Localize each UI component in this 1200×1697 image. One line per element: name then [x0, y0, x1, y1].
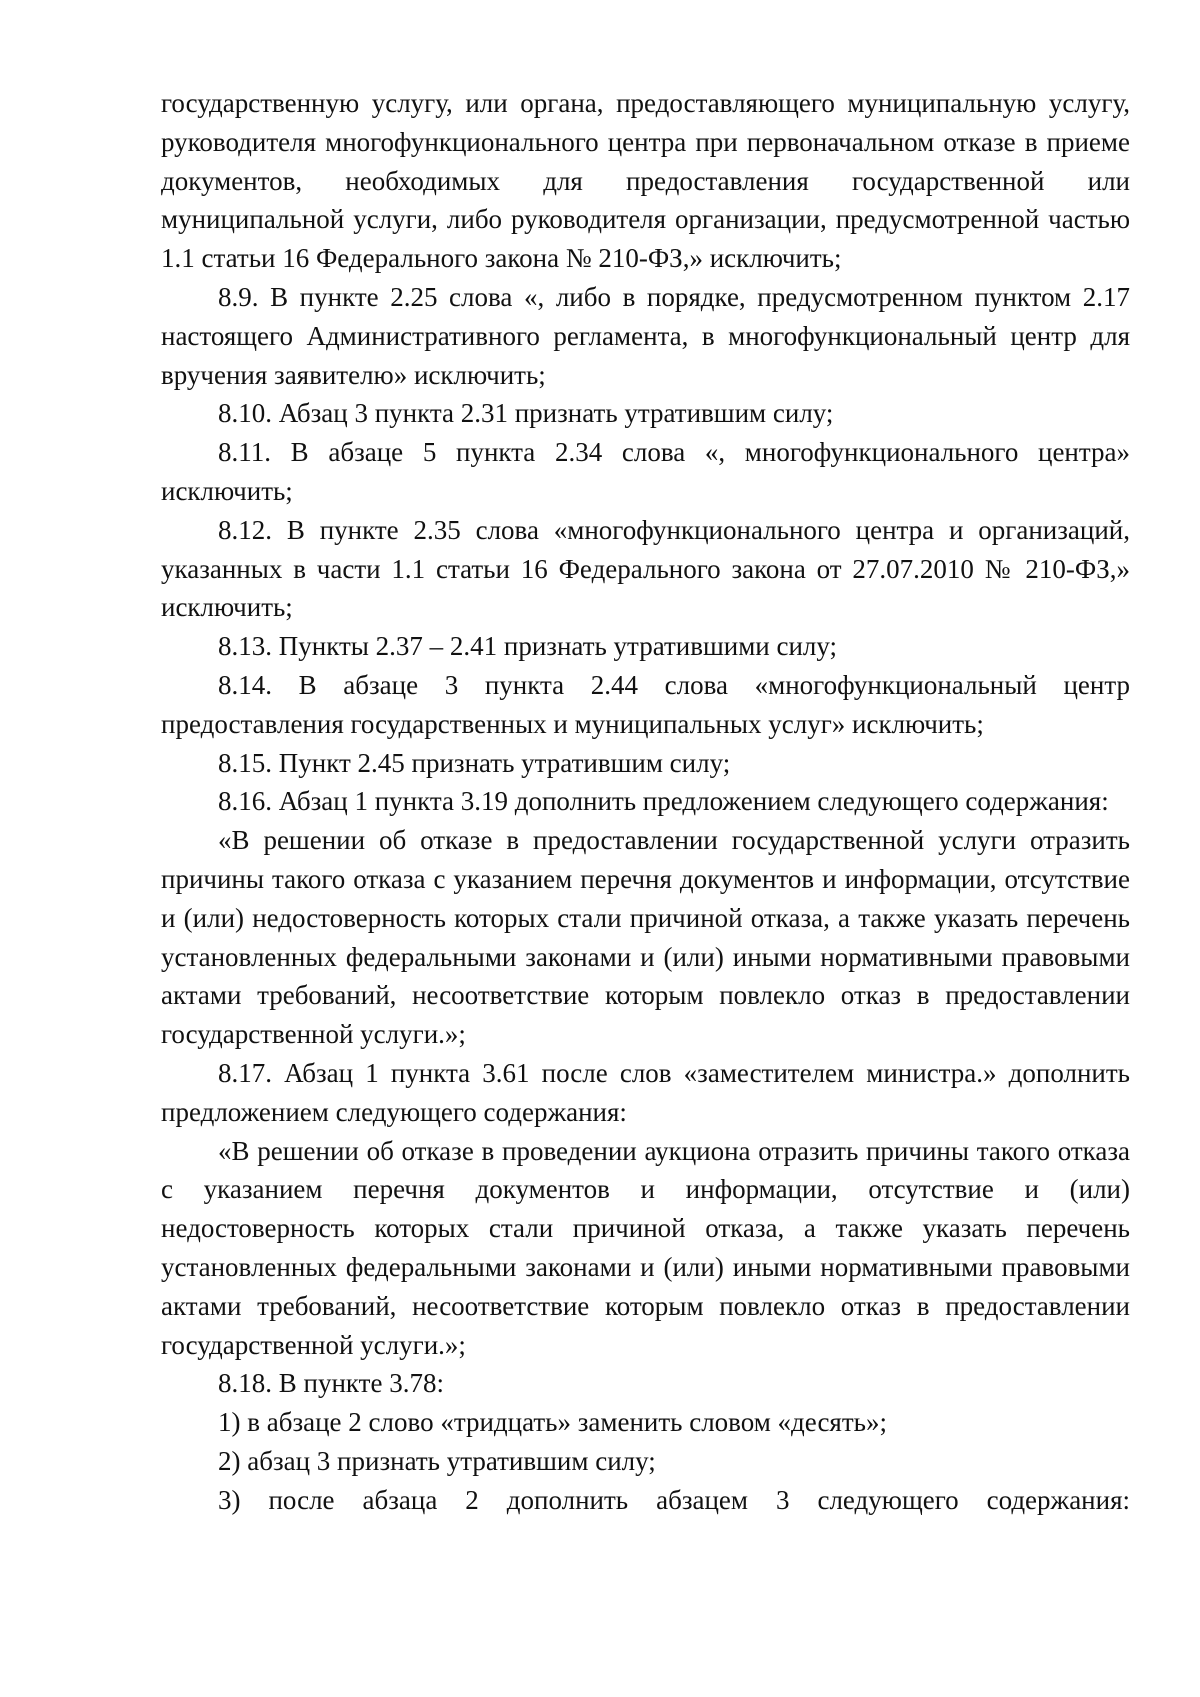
list-item-8-18-2: 2) абзац 3 признать утратившим силу; [218, 1445, 656, 1476]
paragraph-8-15: 8.15. Пункт 2.45 признать утратившим силу; [218, 747, 731, 778]
paragraph-8-16: 8.16. Абзац 1 пункта 3.19 дополнить предложением следующего содержания: [218, 786, 1109, 817]
list-item-8-18-1: 1) в абзаце 2 слово «тридцать» заменить словом «десять»; [218, 1407, 887, 1438]
paragraph-8-9: 8.9. В пункте 2.25 слова «, либо в порядке, предусмотренном пунктом 2.17 настоящего Административного регламента, в многофункциональный центр для вручения заявителю» исключить; [161, 281, 1130, 390]
list-item-8-18-3: 3) после абзаца 2 дополнить абзацем 3 следующего содержания: [218, 1484, 1130, 1515]
paragraph-continuation: государственную услугу, или органа, предоставляющего муниципальную услугу, руководителя многофункционального центра при первоначальном отказе в приеме документов, необходимых для предоставления государственной или муниципальной услуги, либо руководителя организации, предусмотренной частью 1.1 статьи 16 Федерального закона № 210-ФЗ,» исключить; [161, 88, 1130, 274]
paragraph-8-13: 8.13. Пункты 2.37 – 2.41 признать утратившими силу; [218, 631, 838, 662]
paragraph-8-17: 8.17. Абзац 1 пункта 3.61 после слов «заместителем министра.» дополнить предложением следующего содержания: [161, 1057, 1130, 1127]
paragraph-8-12: 8.12. В пункте 2.35 слова «многофункционального центра и организаций, указанных в части 1.1 статьи 16 Федерального закона от 27.07.2010 № 210-ФЗ,» исключить; [161, 514, 1130, 623]
paragraph-8-18: 8.18. В пункте 3.78: [218, 1368, 444, 1399]
quote-8-17: «В решении об отказе в проведении аукциона отразить причины такого отказа с указанием перечня документов и информации, отсутствие и (или) недостоверность которых стали причиной отказа, а также указать перечень установленных федеральными законами и (или) иными нормативными правовыми актами требований, несоответствие которым повлекло отказ в предоставлении государственной услуги.»; [161, 1135, 1130, 1360]
paragraph-8-11: 8.11. В абзаце 5 пункта 2.34 слова «, многофункционального центра» исключить; [161, 437, 1130, 506]
paragraph-8-10: 8.10. Абзац 3 пункта 2.31 признать утратившим силу; [218, 398, 834, 429]
quote-8-16: «В решении об отказе в предоставлении государственной услуги отразить причины такого отказа с указанием перечня документов и информации, отсутствие и (или) недостоверность которых стали причиной отказа, а также указать перечень установленных федеральными законами и (или) иными нормативными правовыми актами требований, несоответствие которым повлекло отказ в предоставлении государственной услуги.»; [161, 825, 1130, 1050]
document-body [161, 84, 1130, 1519]
paragraph-8-14: 8.14. В абзаце 3 пункта 2.44 слова «многофункциональный центр предоставления государственных и муниципальных услуг» исключить; [161, 669, 1130, 739]
